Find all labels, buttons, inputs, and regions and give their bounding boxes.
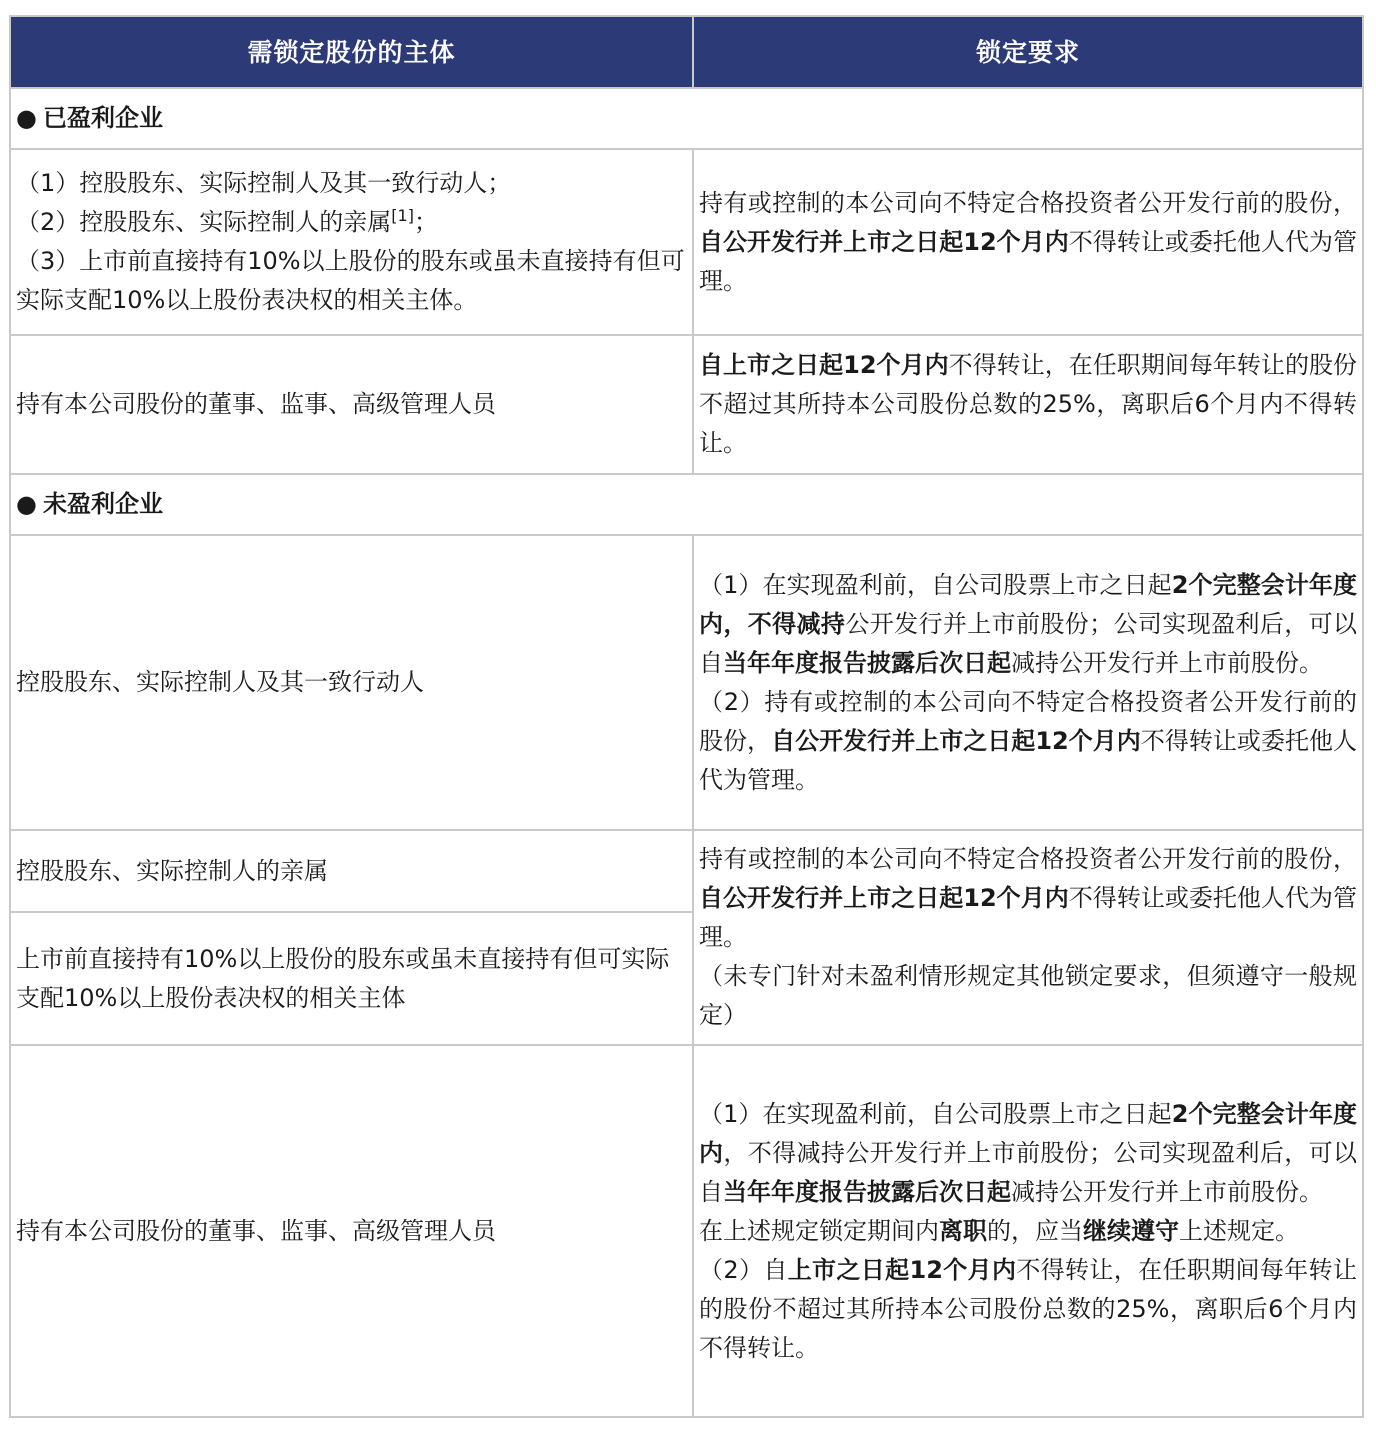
emphasis: 自公开发行并上市之日起12个月内 bbox=[699, 227, 1069, 256]
subject-item: （3）上市前直接持有10%以上股份的股东或虽未直接持有但可实际支配10%以上股份表决权的相关主体。 bbox=[16, 247, 685, 314]
emphasis: 自公开发行并上市之日起12个月内 bbox=[699, 884, 1069, 912]
subject-cell: 持有本公司股份的董事、监事、高级管理人员 bbox=[10, 1045, 693, 1417]
subject-item: （1）控股股东、实际控制人及其一致行动人； bbox=[16, 169, 512, 197]
table-row bbox=[10, 335, 1363, 474]
requirement-paragraph: （1）在实现盈利前，自公司股票上市之日起2个完整会计年度内，不得减持公开发行并上市前股份；公司实现盈利后，可以自当年年度报告披露后次日起减持公开发行并上市前股份。 bbox=[699, 570, 1358, 677]
requirement-paragraph: （1）在实现盈利前，自公司股票上市之日起2个完整会计年度内，不得减持公开发行并上市前股份；公司实现盈利后，可以自当年年度报告披露后次日起减持公开发行并上市前股份。 bbox=[699, 1099, 1358, 1206]
requirement-cell bbox=[693, 535, 1363, 830]
subject-cell: 持有本公司股份的董事、监事、高级管理人员 bbox=[10, 335, 693, 474]
emphasis: 当年年度报告披露后次日起 bbox=[723, 648, 1011, 677]
requirement-paragraph: 在上述规定锁定期间内离职的，应当继续遵守上述规定。 bbox=[699, 1216, 1299, 1245]
footnote-ref[interactable]: [1] bbox=[391, 206, 414, 225]
table-row bbox=[10, 1045, 1363, 1417]
header-requirement: 锁定要求 bbox=[693, 16, 1363, 88]
requirement-paragraph: 持有或控制的本公司向不特定合格投资者公开发行前的股份，自公开发行并上市之日起12个月内不得转让或委托他人代为管理。 bbox=[699, 845, 1358, 951]
emphasis: 离职 bbox=[939, 1216, 987, 1245]
lockup-table-container bbox=[9, 15, 1362, 1418]
emphasis: 自公开发行并上市之日起12个月内 bbox=[771, 726, 1141, 755]
section-label: 未盈利企业 bbox=[42, 490, 163, 518]
emphasis: 自上市之日起12个月内 bbox=[699, 351, 949, 379]
requirement-note: （未专门针对未盈利情形规定其他锁定要求，但须遵守一般规定） bbox=[699, 962, 1357, 1029]
section-title-profitable bbox=[10, 88, 1363, 149]
lockup-table bbox=[9, 15, 1364, 1418]
table-row bbox=[10, 535, 1363, 830]
header-subject: 需锁定股份的主体 bbox=[10, 16, 693, 88]
emphasis: 2个完整会计年度内，不得减持 bbox=[699, 570, 1357, 638]
requirement-cell: 自上市之日起12个月内不得转让，在任职期间每年转让的股份不超过其所持本公司股份总数的25%，离职后6个月内不得转让。 bbox=[693, 335, 1363, 474]
subject-cell bbox=[10, 149, 693, 335]
requirement-cell: 持有或控制的本公司向不特定合格投资者公开发行前的股份，自公开发行并上市之日起12个月内不得转让或委托他人代为管理。 bbox=[693, 149, 1363, 335]
table-row bbox=[10, 830, 1363, 912]
table-header-row bbox=[10, 16, 1363, 88]
requirement-cell bbox=[693, 1045, 1363, 1417]
bullet-icon: ● bbox=[16, 104, 37, 132]
requirement-cell bbox=[693, 830, 1363, 1045]
section-label: 已盈利企业 bbox=[42, 104, 163, 132]
section-row-unprofitable bbox=[10, 474, 1363, 535]
emphasis: 当年年度报告披露后次日起 bbox=[723, 1177, 1011, 1206]
subject-cell: 控股股东、实际控制人的亲属 bbox=[10, 830, 693, 912]
section-row-profitable bbox=[10, 88, 1363, 149]
subject-item: （2）控股股东、实际控制人的亲属[1]； bbox=[16, 206, 438, 236]
table-row bbox=[10, 149, 1363, 335]
emphasis: 上市之日起12个月内 bbox=[787, 1255, 1017, 1284]
bullet-icon: ● bbox=[16, 490, 37, 518]
requirement-paragraph: （2）持有或控制的本公司向不特定合格投资者公开发行前的股份，自公开发行并上市之日起12个月内不得转让或委托他人代为管理。 bbox=[699, 687, 1358, 794]
subject-cell: 控股股东、实际控制人及其一致行动人 bbox=[10, 535, 693, 830]
subject-cell: 上市前直接持有10%以上股份的股东或虽未直接持有但可实际支配10%以上股份表决权的相关主体 bbox=[10, 912, 693, 1045]
emphasis: 继续遵守 bbox=[1083, 1216, 1179, 1245]
section-title-unprofitable bbox=[10, 474, 1363, 535]
emphasis: 2个完整会计年度内 bbox=[699, 1099, 1357, 1167]
requirement-paragraph: （2）自上市之日起12个月内不得转让，在任职期间每年转让的股份不超过其所持本公司股份总数的25%，离职后6个月内不得转让。 bbox=[699, 1255, 1357, 1362]
